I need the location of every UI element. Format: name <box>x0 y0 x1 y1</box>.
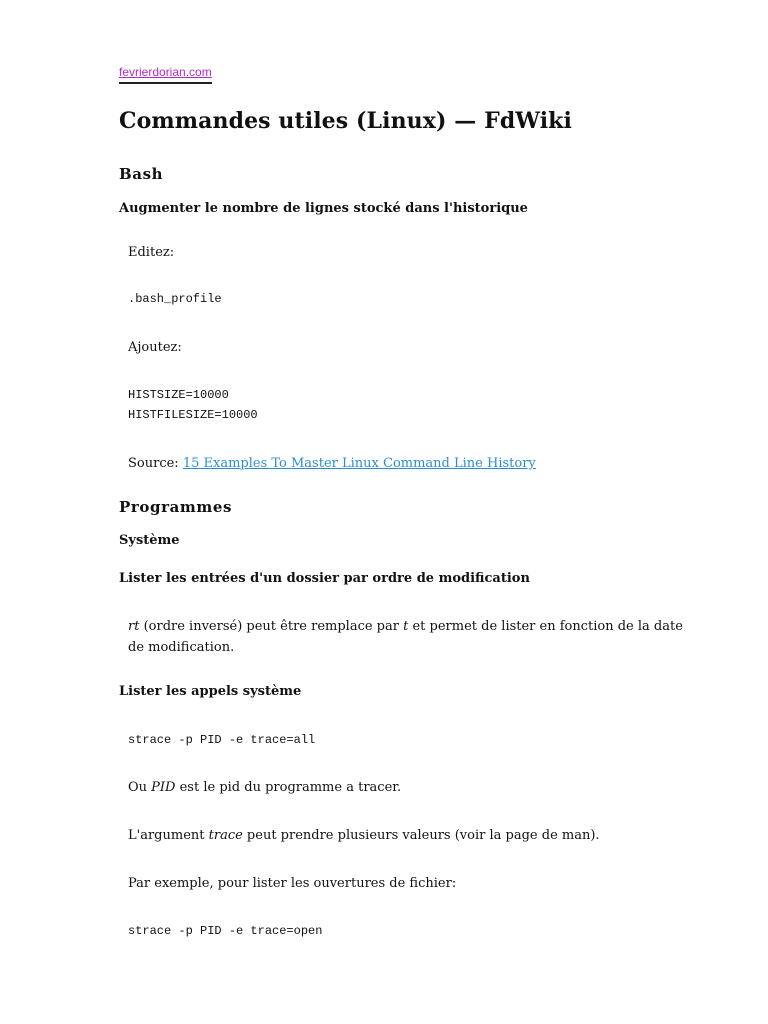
section-heading-bash: Bash <box>119 165 164 183</box>
modif-line2: de modification. <box>128 640 235 655</box>
site-link[interactable]: fevrierdorian.com <box>119 65 212 84</box>
code-strace-open: strace -p PID -e trace=open <box>128 924 323 938</box>
section-heading-programmes: Programmes <box>119 498 233 516</box>
code-bash-profile: .bash_profile <box>128 292 222 306</box>
subheading-systeme: Système <box>119 533 180 548</box>
rt-text: (ordre inversé) peut être remplace par <box>139 619 404 634</box>
code-histsize: HISTSIZE=10000 <box>128 388 229 402</box>
paragraph-pid <box>128 777 401 798</box>
add-label: Ajoutez: <box>128 340 182 355</box>
t-text: et permet de lister en fonction de la date <box>408 619 683 634</box>
source-label: Source: <box>128 456 179 471</box>
pid-text: est le pid du programme a tracer. <box>175 780 402 795</box>
arg-prefix: L'argument <box>128 828 209 843</box>
source-link[interactable]: 15 Examples To Master Linux Command Line History <box>182 456 536 471</box>
edit-label: Editez: <box>128 245 175 260</box>
trace-text: peut prendre plusieurs valeurs (voir la page de man). <box>242 828 600 843</box>
subheading-list-dir: Lister les entrées d'un dossier par ordre de modification <box>119 571 530 586</box>
paragraph-rt <box>128 616 683 658</box>
term-t: t <box>403 619 409 634</box>
subheading-history: Augmenter le nombre de lignes stocké dans l'historique <box>119 201 528 216</box>
term-trace: trace <box>208 828 243 843</box>
code-histfilesize: HISTFILESIZE=10000 <box>128 408 258 422</box>
code-strace-all: strace -p PID -e trace=all <box>128 733 316 747</box>
page-title: Commandes utiles (Linux) — FdWiki <box>119 108 572 134</box>
source-line <box>128 453 536 474</box>
ou-text: Ou <box>128 780 152 795</box>
paragraph-trace <box>128 825 600 846</box>
subheading-syscalls: Lister les appels système <box>119 684 302 699</box>
paragraph-example: Par exemple, pour lister les ouvertures de fichier: <box>128 876 457 891</box>
term-pid: PID <box>151 780 176 795</box>
term-rt: rt <box>128 619 140 634</box>
